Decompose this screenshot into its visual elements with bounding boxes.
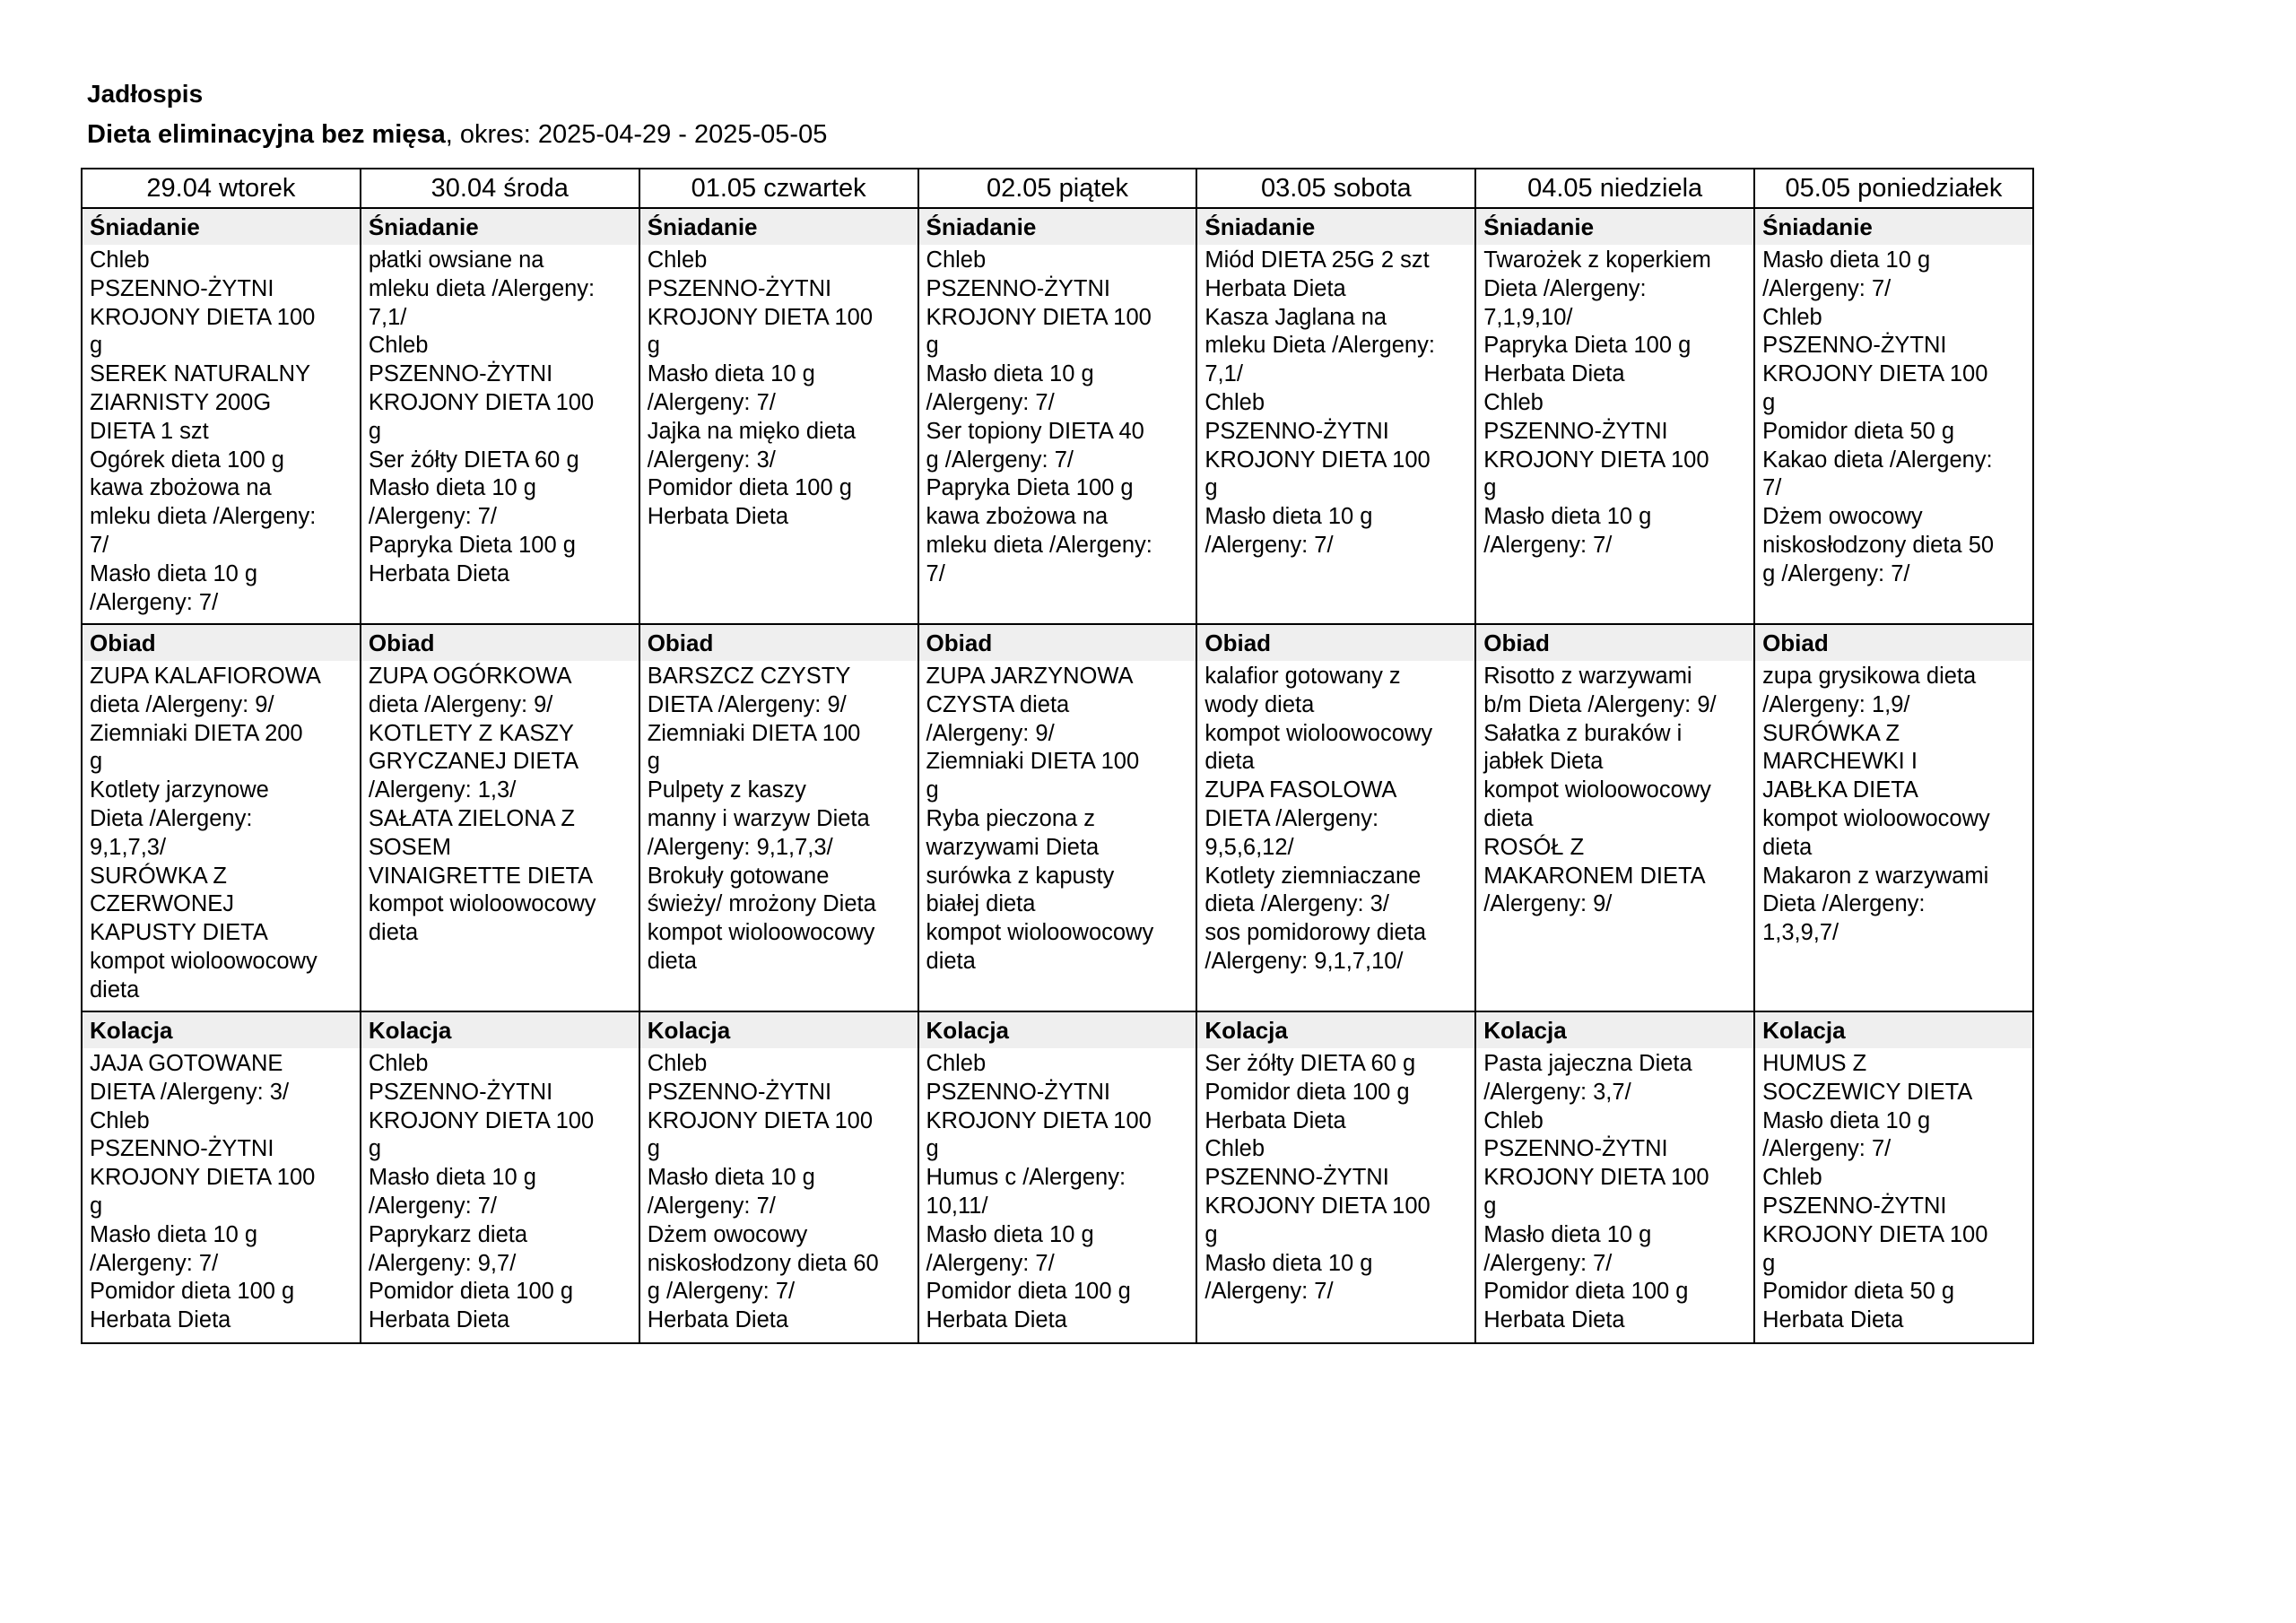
meal-items: Chleb PSZENNO-ŻYTNI KROJONY DIETA 100 g Masło dieta 10 g /Alergeny: 7/ Paprykarz dieta /Alergeny: 9,7/ Pomidor dieta 100 g Herbata Dieta [368, 1051, 595, 1333]
meal-items: Chleb PSZENNO-ŻYTNI KROJONY DIETA 100 g Masło dieta 10 g /Alergeny: 7/ Jajka na mięko dieta /Alergeny: 3/ Pomidor dieta 100 g Herbata Dieta [647, 247, 874, 530]
menu-cell [82, 624, 361, 1011]
meal-items: Twarożek z koperkiem Dieta /Alergeny: 7,1,9,10/ Papryka Dieta 100 g Herbata Dieta Chleb PSZENNO-ŻYTNI KROJONY DIETA 100 g Masło dieta 10 g /Alergeny: 7/ [1483, 247, 1711, 558]
menu-cell [918, 208, 1197, 624]
menu-cell [1475, 1011, 1754, 1343]
menu-cell [1475, 624, 1754, 1011]
meal-items: zupa grysikowa dieta /Alergeny: 1,9/ SURÓWKA Z MARCHEWKI I JABŁKA DIETA kompot wioloowocowy dieta Makaron z warzywami Dieta /Alergeny: 1,3,9,7/ [1762, 664, 1990, 946]
meal-label: Śniadanie [1755, 209, 2032, 245]
menu-cell [361, 624, 639, 1011]
meal-label: Śniadanie [640, 209, 918, 245]
meal-label: Obiad [1476, 625, 1753, 661]
lunch-row [82, 624, 2033, 1011]
meal-items: ZUPA KALAFIOROWA dieta /Alergeny: 9/ Ziemniaki DIETA 200 g Kotlety jarzynowe Dieta /Alergeny: 9,1,7,3/ SURÓWKA Z CZERWONEJ KAPUSTY DIETA kompot wioloowocowy dieta [90, 664, 321, 1002]
day-header: 03.05 sobota [1196, 169, 1475, 208]
meal-items: BARSZCZ CZYSTY DIETA /Alergeny: 9/ Ziemniaki DIETA 100 g Pulpety z kaszy manny i warzyw Dieta /Alergeny: 9,1,7,3/ Brokuły gotowane świeży/ mrożony Dieta kompot wioloowocowy dieta [647, 664, 876, 974]
menu-cell [1475, 208, 1754, 624]
meal-label: Kolacja [361, 1012, 639, 1048]
meal-items: Risotto z warzywami b/m Dieta /Alergeny: 9/ Sałatka z buraków i jabłek Dieta kompot wioloowocowy dieta ROSÓŁ Z MAKARONEM DIETA /Alergeny: 9/ [1483, 664, 1717, 917]
menu-cell [1196, 624, 1475, 1011]
meal-items: Chleb PSZENNO-ŻYTNI KROJONY DIETA 100 g Masło dieta 10 g /Alergeny: 7/ Dżem owocowy niskosłodzony dieta 60 g /Alergeny: 7/ Herbata Dieta [647, 1051, 879, 1333]
meal-items: płatki owsiane na mleku dieta /Alergeny: 7,1/ Chleb PSZENNO-ŻYTNI KROJONY DIETA 100 g Ser żółty DIETA 60 g Masło dieta 10 g /Alergeny: 7/ Papryka Dieta 100 g Herbata Dieta [368, 247, 596, 586]
meal-label: Kolacja [1197, 1012, 1474, 1048]
meal-label: Obiad [640, 625, 918, 661]
meal-label: Kolacja [1476, 1012, 1753, 1048]
menu-cell [1754, 624, 2033, 1011]
meal-items: Miód DIETA 25G 2 szt Herbata Dieta Kasza Jaglana na mleku Dieta /Alergeny: 7,1/ Chleb PSZENNO-ŻYTNI KROJONY DIETA 100 g Masło dieta 10 g /Alergeny: 7/ [1205, 247, 1435, 558]
meal-label: Kolacja [919, 1012, 1196, 1048]
period-text: , okres: 2025-04-29 - 2025-05-05 [445, 120, 828, 149]
meal-items: Chleb PSZENNO-ŻYTNI KROJONY DIETA 100 g Masło dieta 10 g /Alergeny: 7/ Ser topiony DIETA 40 g /Alergeny: 7/ Papryka Dieta 100 g kawa zbożowa na mleku dieta /Alergeny: 7/ [926, 247, 1152, 586]
meal-items: kalafior gotowany z wody dieta kompot wioloowocowy dieta ZUPA FASOLOWA DIETA /Alergeny: 9,5,6,12/ Kotlety ziemniaczane dieta /Alergeny: 3/ sos pomidorowy dieta /Alergeny: 9,1,7,10/ [1205, 664, 1433, 974]
meal-label: Śniadanie [1197, 209, 1474, 245]
meal-items: Chleb PSZENNO-ŻYTNI KROJONY DIETA 100 g Humus c /Alergeny: 10,11/ Masło dieta 10 g /Alergeny: 7/ Pomidor dieta 100 g Herbata Dieta [926, 1051, 1152, 1333]
menu-cell [82, 208, 361, 624]
meal-label: Obiad [361, 625, 639, 661]
meal-label: Kolacja [640, 1012, 918, 1048]
meal-items: Chleb PSZENNO-ŻYTNI KROJONY DIETA 100 g SEREK NATURALNY ZIARNISTY 200G DIETA 1 szt Ogórek dieta 100 g kawa zbożowa na mleku dieta /Alergeny: 7/ Masło dieta 10 g /Alergeny: 7/ [90, 247, 317, 615]
menu-cell [639, 208, 918, 624]
days-header-row [82, 169, 2033, 208]
day-header: 01.05 czwartek [639, 169, 918, 208]
meal-label: Obiad [1755, 625, 2032, 661]
menu-cell [82, 1011, 361, 1343]
document-subtitle [87, 118, 827, 151]
menu-cell [1196, 1011, 1475, 1343]
menu-cell [1196, 208, 1475, 624]
meal-items: JAJA GOTOWANE DIETA /Alergeny: 3/ Chleb PSZENNO-ŻYTNI KROJONY DIETA 100 g Masło dieta 10 g /Alergeny: 7/ Pomidor dieta 100 g Herbata Dieta [90, 1051, 316, 1333]
meal-items: ZUPA JARZYNOWA CZYSTA dieta /Alergeny: 9/ Ziemniaki DIETA 100 g Ryba pieczona z warzywami Dieta surówka z kapusty białej dieta kompot wioloowocowy dieta [926, 664, 1154, 974]
meal-label: Kolacja [83, 1012, 360, 1048]
menu-cell [918, 1011, 1197, 1343]
day-header: 05.05 poniedziałek [1754, 169, 2033, 208]
menu-cell [639, 624, 918, 1011]
meal-label: Śniadanie [361, 209, 639, 245]
meal-items: ZUPA OGÓRKOWA dieta /Alergeny: 9/ KOTLETY Z KASZY GRYCZANEJ DIETA /Alergeny: 1,3/ SAŁATA ZIELONA Z SOSEM VINAIGRETTE DIETA kompot wioloowocowy dieta [368, 664, 596, 946]
meal-label: Śniadanie [919, 209, 1196, 245]
day-header: 29.04 wtorek [82, 169, 361, 208]
meal-label: Obiad [919, 625, 1196, 661]
menu-cell [639, 1011, 918, 1343]
meal-label: Obiad [1197, 625, 1474, 661]
day-header: 02.05 piątek [918, 169, 1197, 208]
document-title: Jadłospis [87, 80, 204, 108]
menu-cell [918, 624, 1197, 1011]
meal-items: HUMUS Z SOCZEWICY DIETA Masło dieta 10 g /Alergeny: 7/ Chleb PSZENNO-ŻYTNI KROJONY DIETA 100 g Pomidor dieta 50 g Herbata Dieta [1762, 1051, 1988, 1333]
meal-label: Obiad [83, 625, 360, 661]
meal-label: Kolacja [1755, 1012, 2032, 1048]
day-header: 30.04 środa [361, 169, 639, 208]
menu-cell [361, 208, 639, 624]
diet-name: Dieta eliminacyjna bez mięsa [87, 120, 446, 149]
breakfast-row [82, 208, 2033, 624]
meal-items: Ser żółty DIETA 60 g Pomidor dieta 100 g Herbata Dieta Chleb PSZENNO-ŻYTNI KROJONY DIETA 100 g Masło dieta 10 g /Alergeny: 7/ [1205, 1051, 1431, 1305]
meal-label: Śniadanie [83, 209, 360, 245]
meal-label: Śniadanie [1476, 209, 1753, 245]
menu-cell [1754, 1011, 2033, 1343]
day-header: 04.05 niedziela [1475, 169, 1754, 208]
dinner-row [82, 1011, 2033, 1343]
menu-table [81, 168, 2034, 1344]
meal-items: Masło dieta 10 g /Alergeny: 7/ Chleb PSZENNO-ŻYTNI KROJONY DIETA 100 g Pomidor dieta 50 g Kakao dieta /Alergeny: 7/ Dżem owocowy niskosłodzony dieta 50 g /Alergeny: 7/ [1762, 247, 1995, 586]
menu-cell [361, 1011, 639, 1343]
meal-items: Pasta jajeczna Dieta /Alergeny: 3,7/ Chleb PSZENNO-ŻYTNI KROJONY DIETA 100 g Masło dieta 10 g /Alergeny: 7/ Pomidor dieta 100 g Herbata Dieta [1483, 1051, 1709, 1333]
menu-cell [1754, 208, 2033, 624]
